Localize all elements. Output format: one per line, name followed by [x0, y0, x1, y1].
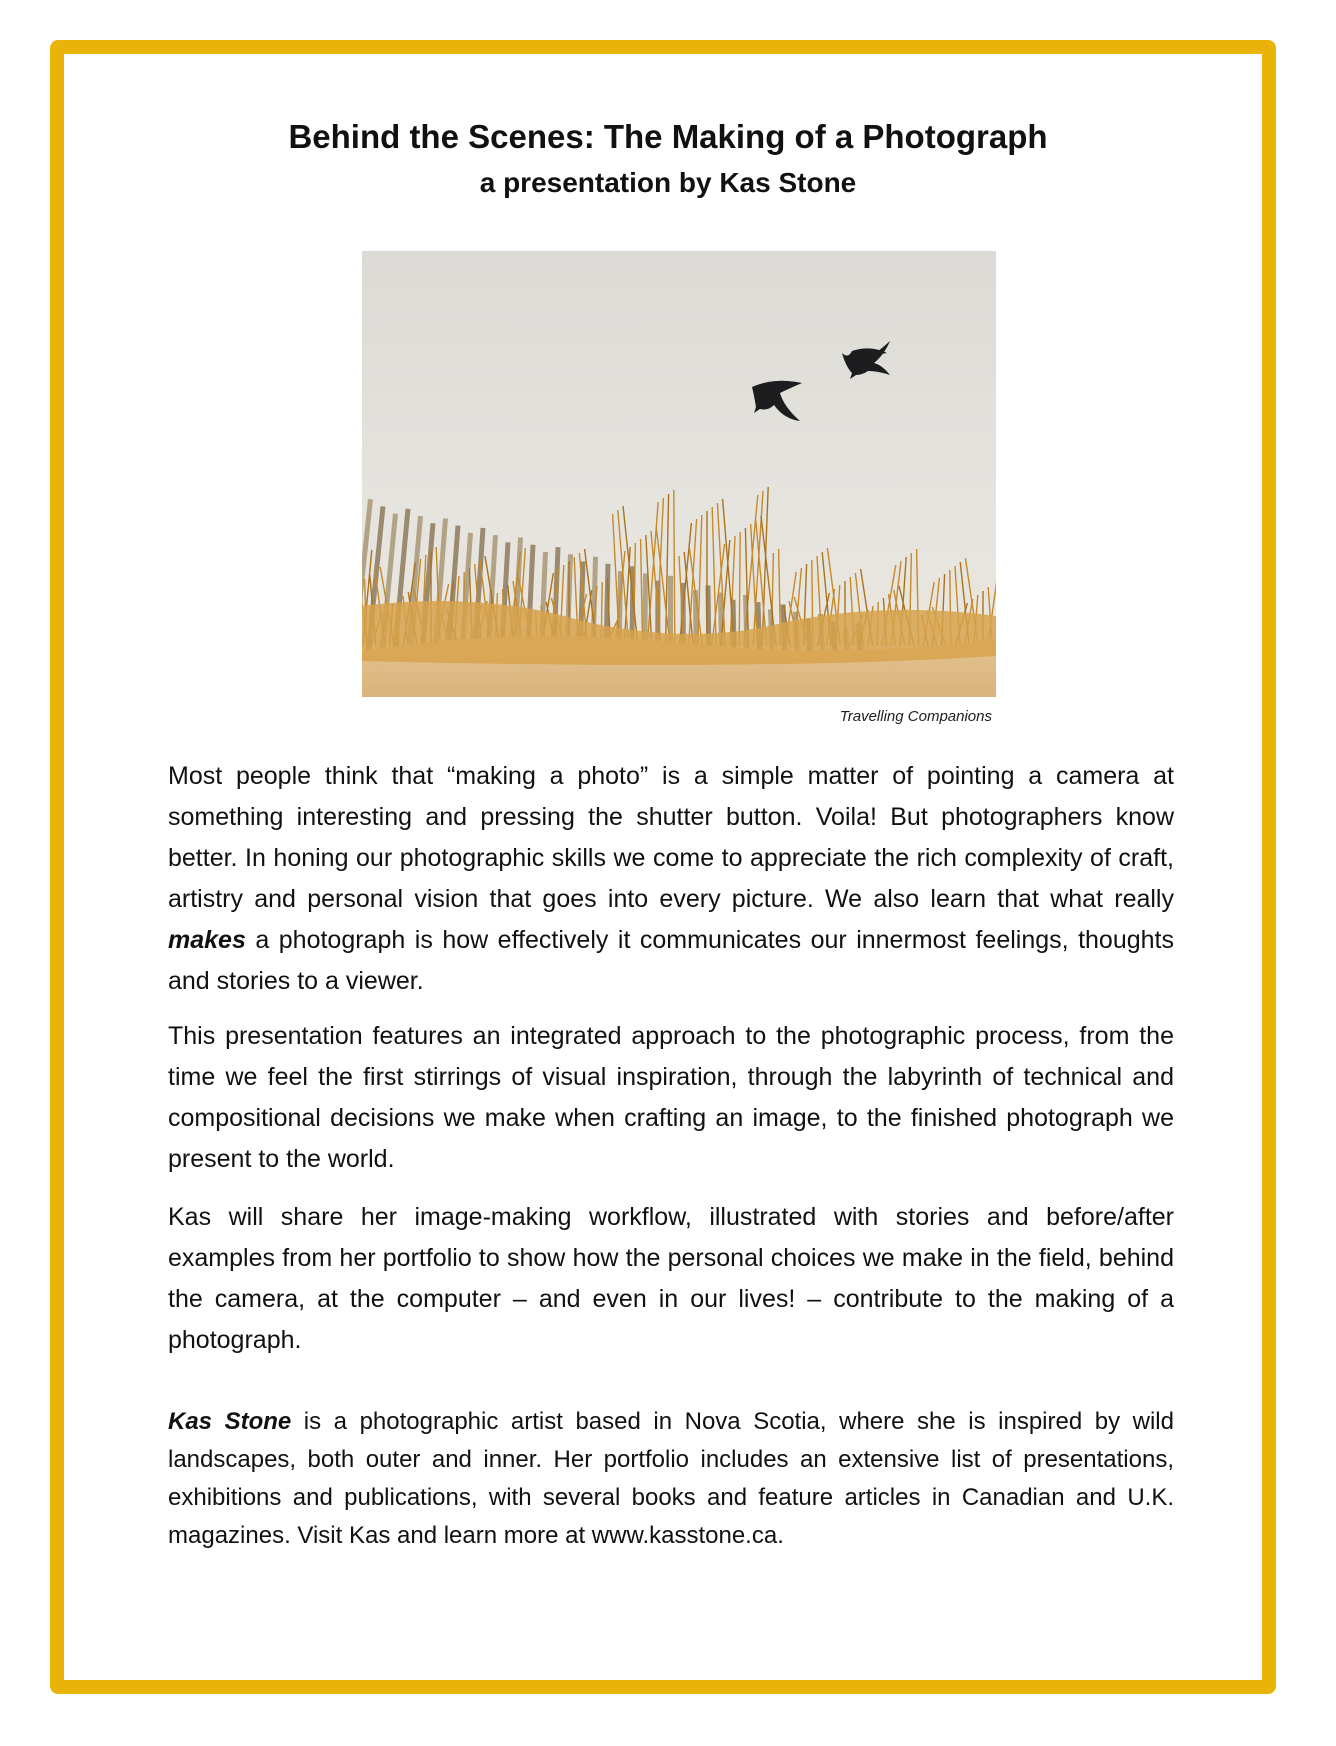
page-title: Behind the Scenes: The Making of a Photograph: [288, 118, 1048, 155]
bio-text: is a photographic artist based in Nova Scotia, where she is inspired by wild landscapes, both outer and inner. Her portfolio includes an extensive list of presentations, exhibitions and publications, with several books and feature articles in Canadian and U.K. magazines. Visit Kas and learn more at: [168, 1408, 1174, 1549]
intro-text-start: Most people think that “making a photo” is a simple matter of pointing a camera at something interesting and pressing the shutter button. Voila! But photographers know better. In honing our photographic skills we come to appreciate the rich complexity of craft, artistry and personal vision that goes into every picture. We also learn that what really: [168, 762, 1174, 913]
workflow-paragraph: Kas will share her image-making workflow, illustrated with stories and before/after examples from her portfolio to show how the personal choices we make in the field, behind the camera, at the computer – and even in our lives! – contribute to the making of a photograph.: [168, 1203, 1174, 1354]
bio-paragraph: [168, 1403, 1174, 1555]
bio-name: Kas Stone: [168, 1408, 292, 1435]
approach-paragraph: This presentation features an integrated approach to the photographic process, from the time we feel the first stirrings of visual inspiration, through the labyrinth of technical and compositional decisions we make when crafting an image, to the finished photograph we present to the world.: [168, 1022, 1174, 1173]
page-subtitle: a presentation by Kas Stone: [479, 167, 857, 198]
emphasis-makes: makes: [168, 926, 246, 954]
photo-travelling-companions: [362, 251, 996, 697]
intro-text-end: a photograph is how effectively it communicates our innermost feelings, thoughts and stories to a viewer.: [168, 926, 1174, 995]
bio-end: .: [777, 1522, 784, 1549]
intro-paragraph: [168, 756, 1174, 1002]
photo-caption: Travelling Companions: [839, 708, 992, 725]
website-link[interactable]: www.kasstone.ca: [591, 1522, 778, 1549]
